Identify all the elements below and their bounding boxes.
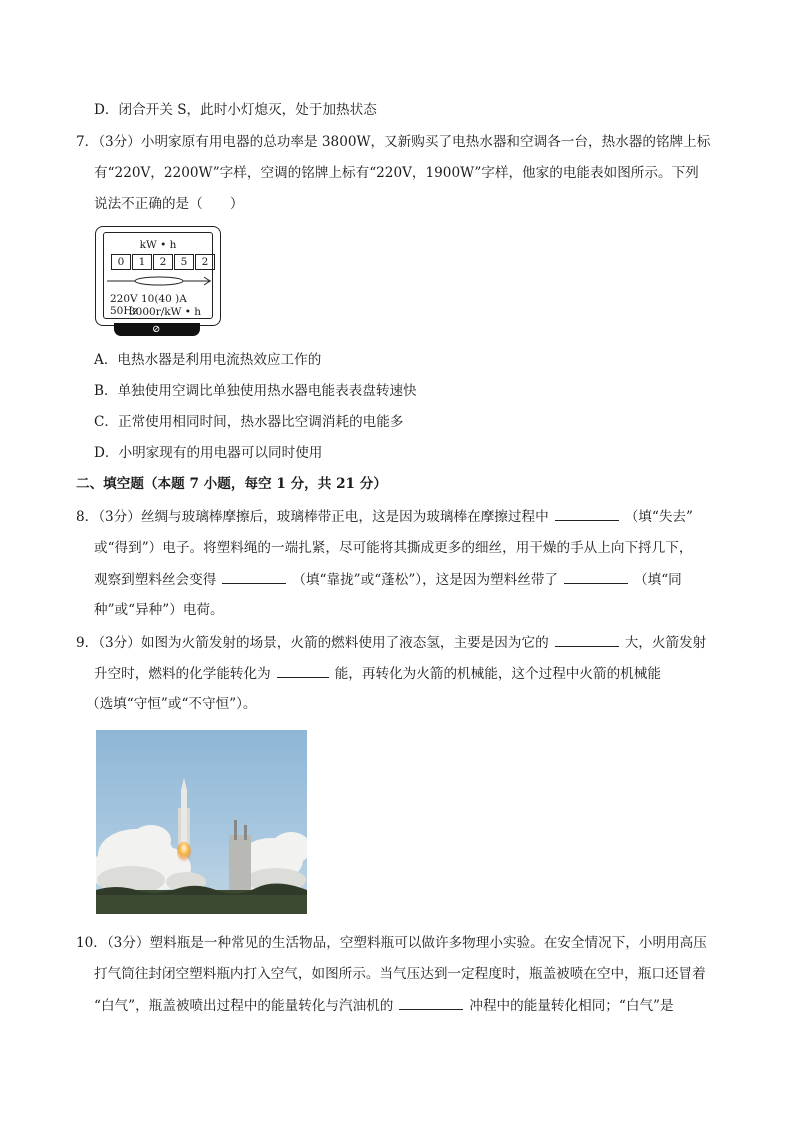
answer-blank[interactable] [222,569,286,584]
q10-line2: 打气筒往封闭空塑料瓶内打入空气，如图所示。当气压达到一定程度时，瓶盖被喷在空中，瓶口还冒着 [94,966,706,982]
q8-line1 [76,506,693,527]
meter-digit-decimal: 2 [195,254,215,270]
q8-line2: 或“得到”）电子。将塑料绳的一端扎紧，尽可能将其撕成更多的细丝，用干燥的手从上向下捋几下， [94,540,693,556]
meter-digit: 1 [132,254,152,270]
q9-text: 升空时，燃料的化学能转化为 [94,666,271,682]
q9-line1 [76,632,706,653]
q7-option-d: D．小明家现有的用电器可以同时使用 [94,445,323,461]
q10-text: “白气”，瓶盖被喷出过程中的能量转化与汽油机的 [94,998,394,1014]
q8-text: （填“靠拢”或“蓬松”），这是因为塑料丝带了 [292,572,559,588]
q8-text: 观察到塑料丝会变得 [94,572,217,588]
meter-disc-icon [107,276,211,286]
answer-blank[interactable] [277,663,329,678]
meter-digit: 0 [111,254,131,270]
meter-unit: kW • h [139,239,177,251]
prohibited-icon: ⊘ [152,324,161,335]
meter-digit: 2 [153,254,173,270]
q7-stem-line2: 有“220V，2200W”字样，空调的铭牌上标有“220V，1900W”字样，他家的电能表如图所示。下列 [94,165,699,181]
q9-line3: （选填“守恒”或“不守恒”）。 [86,696,257,712]
meter-spec-line2: 3000r/kW • h [129,306,202,318]
q8-line3 [94,569,682,590]
q8-text: （填“同 [634,572,682,588]
q7-option-a: A．电热水器是利用电流热效应工作的 [94,352,322,368]
q8-text: 8．（3分）丝绸与玻璃棒摩擦后，玻璃棒带正电，这是因为玻璃棒在摩擦过程中 [76,509,549,525]
q7-option-b: B．单独使用空调比单独使用热水器电能表表盘转速快 [94,383,417,399]
meter-digit: 5 [174,254,194,270]
q7-stem-line3: 说法不正确的是（ ） [94,196,244,212]
meter-spec-line1: 220V 10(40 )A 50Hz [110,293,187,317]
q9-text: 9．（3分）如图为火箭发射的场景，火箭的燃料使用了液态氢，主要是因为它的 [76,635,549,651]
q10-line3 [94,995,674,1016]
q9-text: 能，再转化为火箭的机械能，这个过程中火箭的机械能 [334,666,661,682]
q7-stem-line1: 7．（3分）小明家原有用电器的总功率是 3800W，又新购买了电热水器和空调各一台，热水器的铭牌上标 [76,134,711,150]
rocket-launch-photo [96,730,307,914]
answer-blank[interactable] [399,995,463,1010]
answer-blank[interactable] [555,506,619,521]
q8-text: （填“失去” [624,509,693,525]
q9-line2 [94,663,661,684]
answer-blank[interactable] [564,569,628,584]
section-heading: 二、填空题（本题 7 小题，每空 1 分，共 21 分） [76,476,387,492]
q10-line1: 10．（3分）塑料瓶是一种常见的生活物品，空塑料瓶可以做许多物理小实验。在安全情况下，小明用高压 [76,935,707,951]
meter-panel [103,232,213,319]
q7-option-c: C．正常使用相同时间，热水器比空调消耗的电能多 [94,414,404,430]
q6-option-d: D．闭合开关 S，此时小灯熄灭，处于加热状态 [94,102,377,118]
q8-line4: 种”或“异种”）电荷。 [94,602,224,618]
meter-base [114,323,200,336]
energy-meter-figure [95,226,221,326]
meter-digits [111,254,216,270]
answer-blank[interactable] [555,632,619,647]
q10-text: 冲程中的能量转化相同；“白气”是 [469,998,674,1014]
q9-text: 大，火箭发射 [624,635,707,651]
